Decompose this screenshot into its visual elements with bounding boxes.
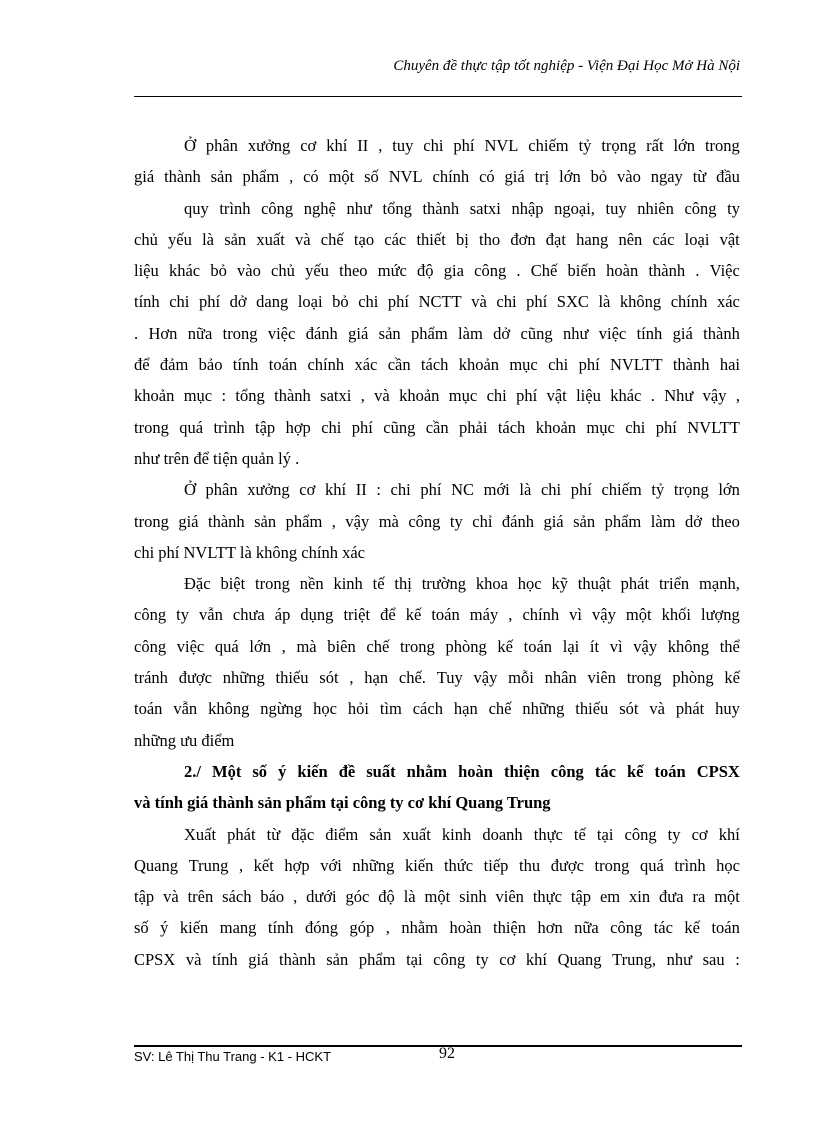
paragraph-line: giá thành sản phẩm , có một số NVL chính có giá trị lớn bỏ vào ngay từ đầu	[134, 167, 740, 187]
page-number: 92	[439, 1045, 455, 1062]
paragraph-line: tránh được những thiếu sót , hạn chế. Tuy vậy mỗi nhân viên trong phòng kế	[134, 668, 740, 688]
paragraph-line: toán vẫn không ngừng học hỏi tìm cách hạn chế những thiếu sót và phát huy	[134, 699, 740, 719]
running-header: Chuyên đề thực tập tốt nghiệp - Viện Đại Học Mở Hà Nội	[393, 58, 740, 74]
document-body	[134, 130, 740, 975]
paragraph-line: công việc quá lớn , mà biên chế trong phòng kế toán lại ít vì vậy không thể	[134, 636, 740, 656]
paragraph-line: CPSX và tính giá thành sản phẩm tại công ty cơ khí Quang Trung, như sau :	[134, 949, 740, 969]
paragraph-line: tính chi phí dở dang loại bỏ chi phí NCTT và chi phí SXC là không chính xác	[134, 292, 740, 312]
paragraph-line: công ty vẫn chưa áp dụng triệt để kế toán máy , chính vì vậy một khối lượng	[134, 605, 740, 625]
paragraph-line: số ý kiến mang tính đóng góp , nhằm hoàn thiện hơn nữa công tác kế toán	[134, 918, 740, 938]
paragraph-line: quy trình công nghệ như tổng thành satxi nhập ngoại, tuy nhiên công ty	[184, 198, 740, 218]
paragraph-line: Đặc biệt trong nền kinh tế thị trường khoa học kỹ thuật phát triển mạnh,	[184, 574, 740, 594]
paragraph-line: Ở phân xưởng cơ khí II , tuy chi phí NVL chiếm tỷ trọng rất lớn trong	[184, 136, 740, 155]
paragraph-line: Xuất phát từ đặc điểm sản xuất kinh doanh thực tế tại công ty cơ khí	[184, 824, 740, 844]
paragraph-line: khoản mục : tổng thành satxi , và khoản mục chi phí vật liệu khác . Như vậy ,	[134, 386, 740, 406]
section-heading: 2./ Một số ý kiến đề suất nhằm hoàn thiện công tác kế toán CPSX	[184, 761, 740, 781]
paragraph-line: chủ yếu là sản xuất và chế tạo các thiết bị tho đơn đạt hang nên các loại vật	[134, 229, 740, 249]
paragraph-line: những ưu điểm	[134, 730, 235, 750]
paragraph-line: để đảm bảo tính toán chính xác cần tách khoản mục chi phí NVLTT thành hai	[134, 355, 740, 375]
paragraph-line: Quang Trung , kết hợp với những kiến thức tiếp thu được trong quá trình học	[134, 855, 740, 875]
paragraph-line: tập và trên sách báo , dưới góc độ là một sinh viên thực tập em xin đưa ra một	[134, 887, 740, 907]
paragraph-line: . Hơn nữa trong việc đánh giá sản phẩm làm dở cũng như việc tính giá thành	[134, 323, 740, 343]
paragraph-line: như trên để tiện quản lý .	[134, 448, 300, 468]
paragraph-line: Ở phân xưởng cơ khí II : chi phí NC mới là chi phí chiếm tỷ trọng lớn	[184, 480, 740, 500]
footer-divider	[134, 1045, 742, 1047]
paragraph-line: trong giá thành sản phẩm , vậy mà công ty chỉ đánh giá sản phẩm làm dở theo	[134, 511, 740, 531]
paragraph-line: trong quá trình tập hợp chi phí cũng cần phải tách khoản mục chi phí NVLTT	[134, 417, 740, 437]
paragraph-line: chi phí NVLTT là không chính xác	[134, 542, 365, 562]
footer-author: SV: Lê Thị Thu Trang - K1 - HCKT	[134, 1049, 332, 1064]
section-heading: và tính giá thành sản phẩm tại công ty cơ khí Quang Trung	[134, 793, 551, 813]
header-divider	[134, 96, 742, 97]
paragraph-line: liệu khác bỏ vào chủ yếu theo mức độ gia công . Chế biến hoàn thành . Việc	[134, 261, 740, 281]
